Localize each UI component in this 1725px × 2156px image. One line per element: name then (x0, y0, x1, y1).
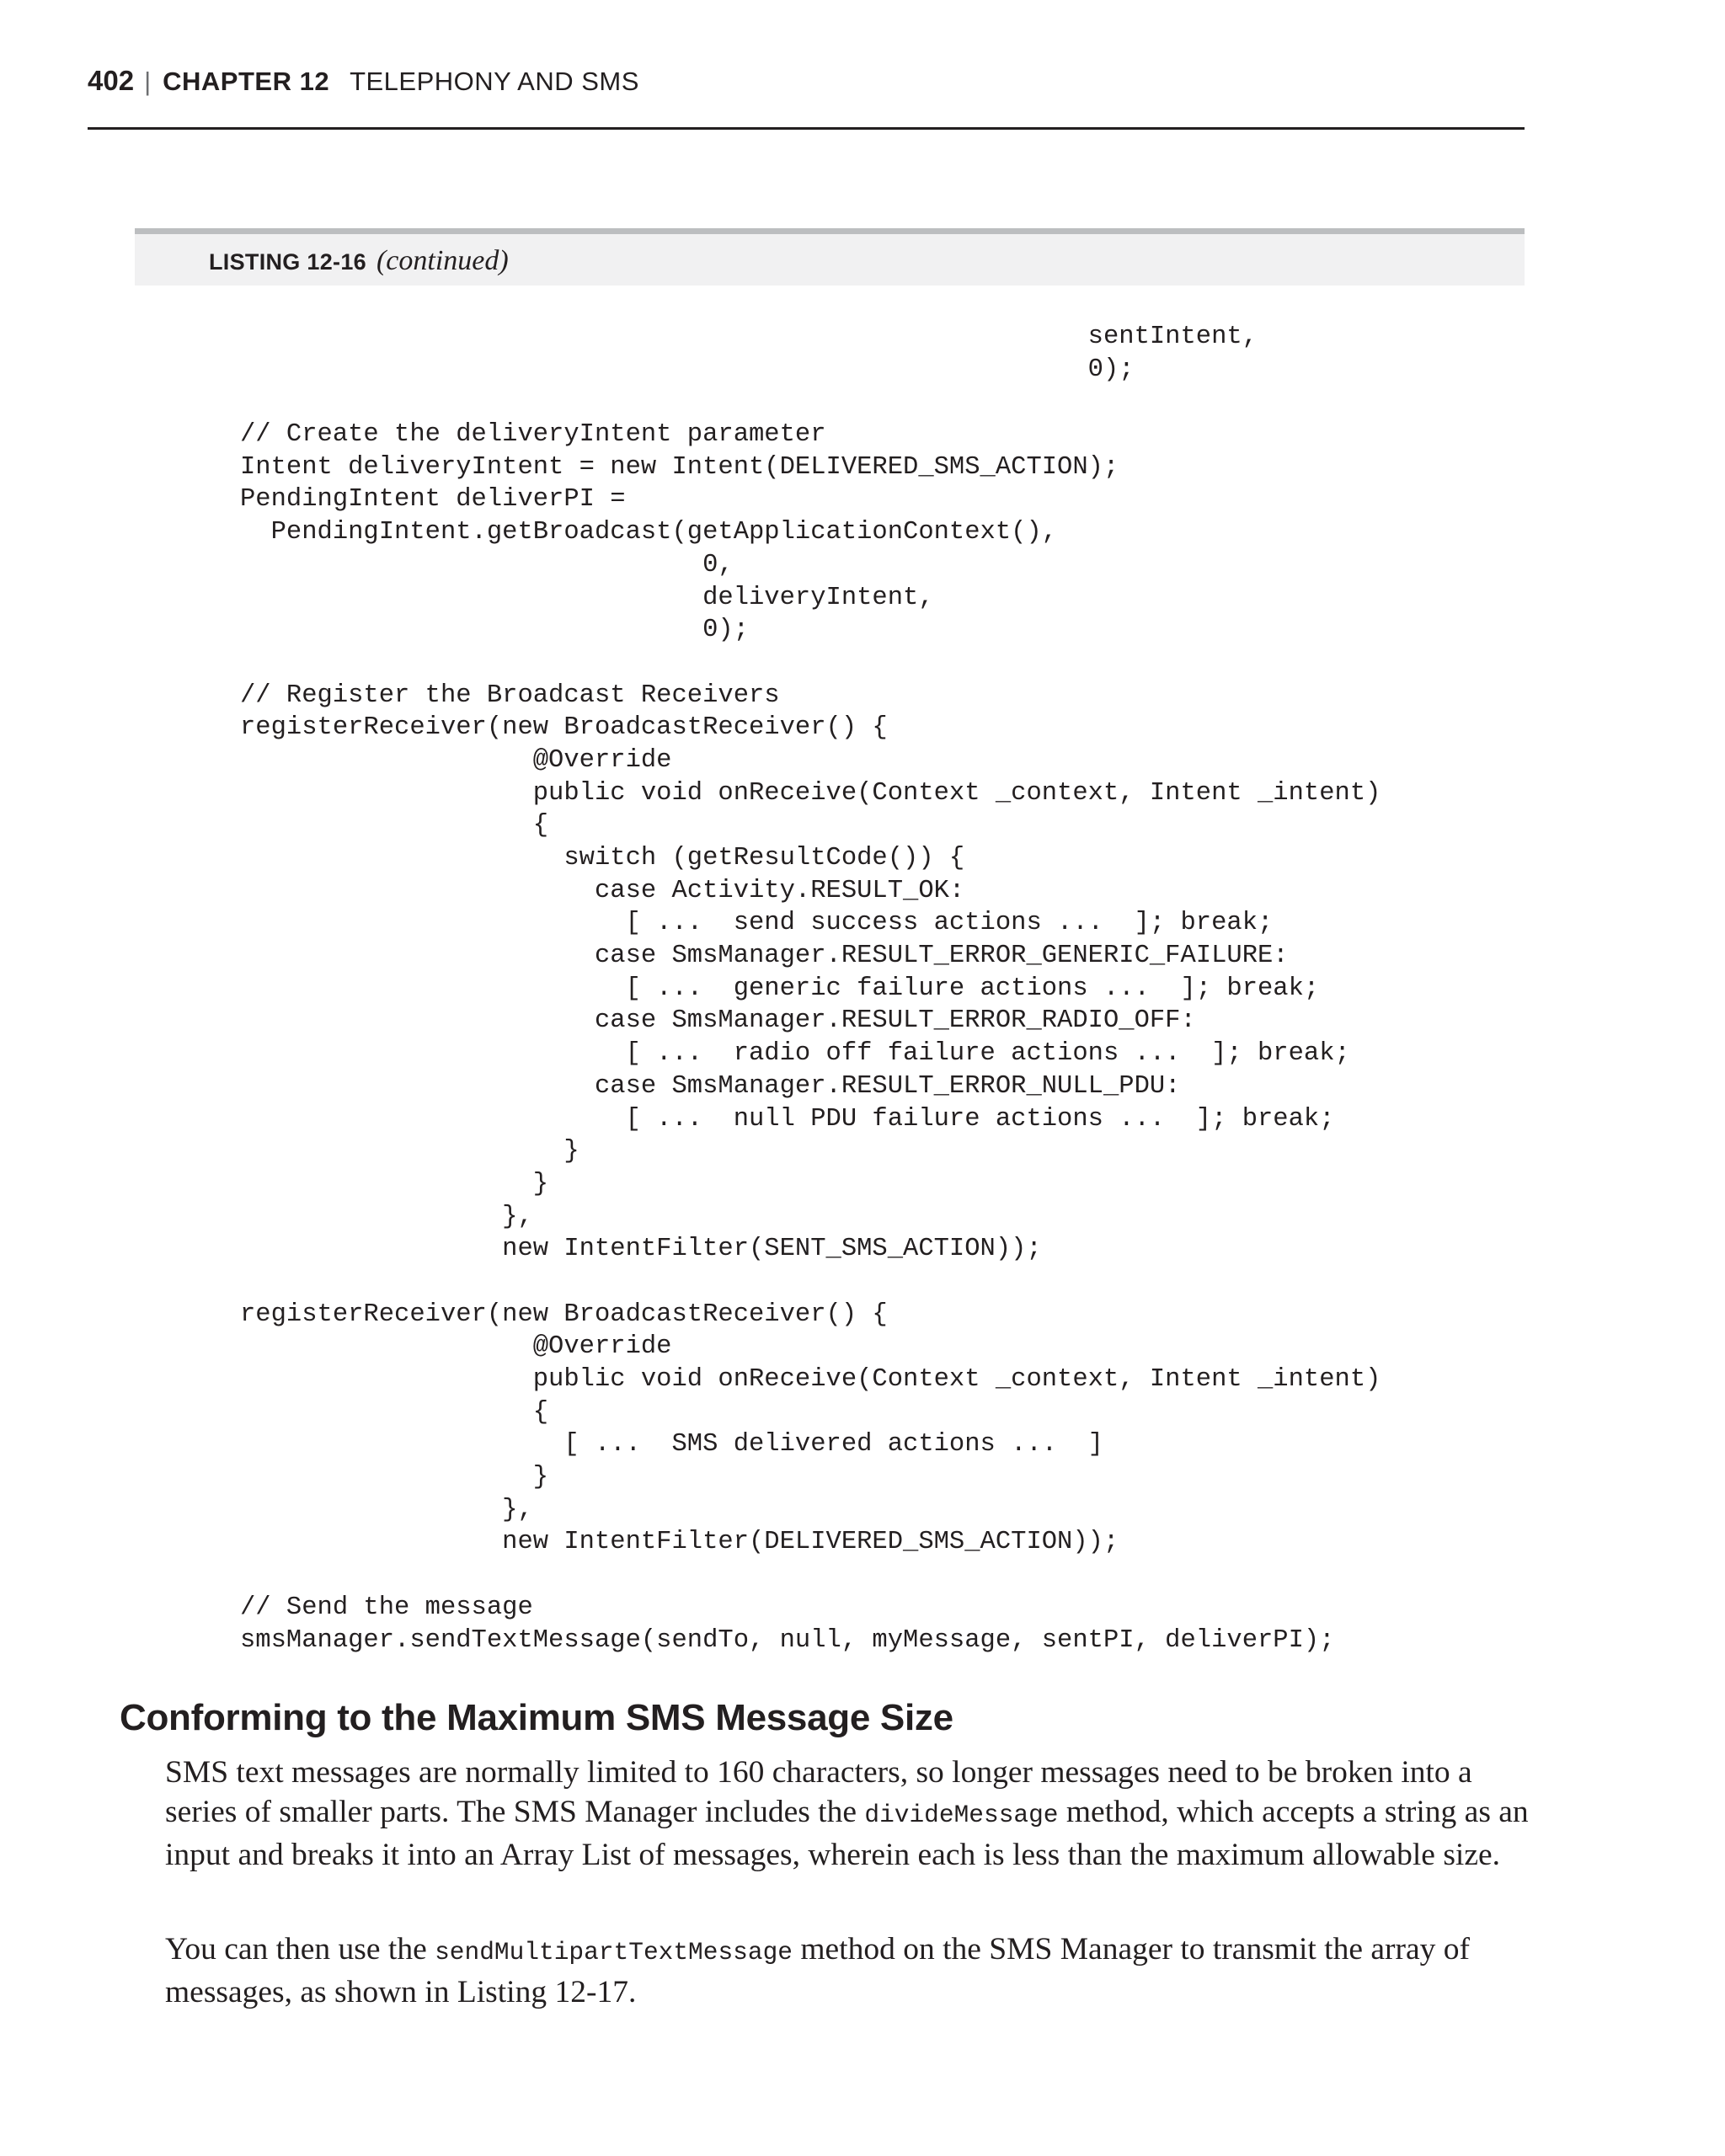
code-line: 0); (240, 355, 1135, 384)
code-line: [ ... send success actions ... ]; break; (240, 909, 1274, 938)
code-line: 0, (240, 550, 734, 579)
code-line: case Activity.RESULT_OK: (240, 876, 965, 905)
code-line: } (240, 1169, 549, 1198)
code-line: case SmsManager.RESULT_ERROR_NULL_PDU: (240, 1071, 1181, 1101)
code-line (240, 647, 1381, 680)
code-line: // Register the Broadcast Receivers (240, 680, 780, 710)
code-line: case SmsManager.RESULT_ERROR_GENERIC_FAILURE: (240, 942, 1289, 971)
code-line: case SmsManager.RESULT_ERROR_RADIO_OFF: (240, 1006, 1196, 1036)
code-line: Intent deliveryIntent = new Intent(DELIVERED_SMS_ACTION); (240, 452, 1119, 482)
code-line: // Create the deliveryIntent parameter (240, 420, 826, 450)
code-line: [ ... generic failure actions ... ]; break; (240, 974, 1320, 1003)
code-line: } (240, 1137, 579, 1166)
inline-code-divideMessage: divideMessage (864, 1801, 1059, 1829)
code-line: 0); (240, 616, 749, 645)
code-line (240, 1266, 1381, 1299)
code-line: } (240, 1463, 549, 1492)
code-line: registerReceiver(new BroadcastReceiver() { (240, 713, 888, 743)
code-line: new IntentFilter(DELIVERED_SMS_ACTION)); (240, 1528, 1119, 1557)
code-line: PendingIntent deliverPI = (240, 485, 626, 515)
code-line: switch (getResultCode()) { (240, 844, 965, 873)
code-line: @Override (240, 745, 672, 775)
code-line: [ ... null PDU failure actions ... ]; break; (240, 1104, 1335, 1134)
body-paragraph-1 (165, 1753, 1538, 1875)
code-line: // Send the message (240, 1593, 533, 1622)
body-paragraph-2 (165, 1929, 1538, 2012)
code-line: public void onReceive(Context _context, Intent _intent) (240, 1365, 1381, 1394)
code-line: [ ... SMS delivered actions ... ] (240, 1430, 1103, 1460)
code-listing (240, 321, 1381, 1657)
code-line: registerReceiver(new BroadcastReceiver() { (240, 1299, 888, 1329)
listing-continued: (continued) (376, 245, 509, 276)
listing-label: LISTING 12-16 (209, 249, 366, 275)
code-line: new IntentFilter(SENT_SMS_ACTION)); (240, 1235, 1042, 1264)
code-line: { (240, 1397, 549, 1427)
code-line (240, 386, 1381, 419)
code-line: sentIntent, (240, 323, 1258, 351)
code-line: { (240, 811, 549, 841)
para1-text-after: method, which accepts a string as an input and breaks it into an Array List of messages, wherein each is less than the maximum allowable size. (165, 1795, 1529, 1872)
para2-text-before: You can then use the (165, 1932, 435, 1967)
section-heading: Conforming to the Maximum SMS Message Size (120, 1697, 953, 1738)
header-rule (88, 127, 1525, 130)
code-line (240, 1559, 1381, 1592)
code-line: public void onReceive(Context _context, Intent _intent) (240, 778, 1381, 808)
code-line: [ ... radio off failure actions ... ]; break; (240, 1039, 1350, 1069)
code-line: @Override (240, 1332, 672, 1362)
chapter-label: CHAPTER 12 (163, 67, 330, 96)
para1-text-before: SMS text messages are normally limited to 160 characters, so longer messages need to be broken into a series of smaller parts. The SMS Manager includes the (165, 1755, 1472, 1829)
page-number: 402 (88, 65, 135, 96)
inline-code-sendMultipartTextMessage: sendMultipartTextMessage (435, 1938, 793, 1967)
code-line: deliveryIntent, (240, 583, 934, 612)
listing-caption-bar (135, 228, 1525, 286)
code-line: smsManager.sendTextMessage(sendTo, null, myMessage, sentPI, deliverPI); (240, 1625, 1335, 1655)
header-separator: | (144, 67, 152, 96)
code-line: }, (240, 1202, 533, 1231)
running-head (88, 64, 639, 99)
chapter-title: TELEPHONY AND SMS (350, 67, 639, 96)
listing-caption (209, 243, 509, 285)
code-line: }, (240, 1495, 533, 1524)
para2-text-after: method on the SMS Manager to transmit the array of messages, as shown in Listing 12-17. (165, 1932, 1470, 2009)
code-line: PendingIntent.getBroadcast(getApplicationContext(), (240, 518, 1058, 547)
